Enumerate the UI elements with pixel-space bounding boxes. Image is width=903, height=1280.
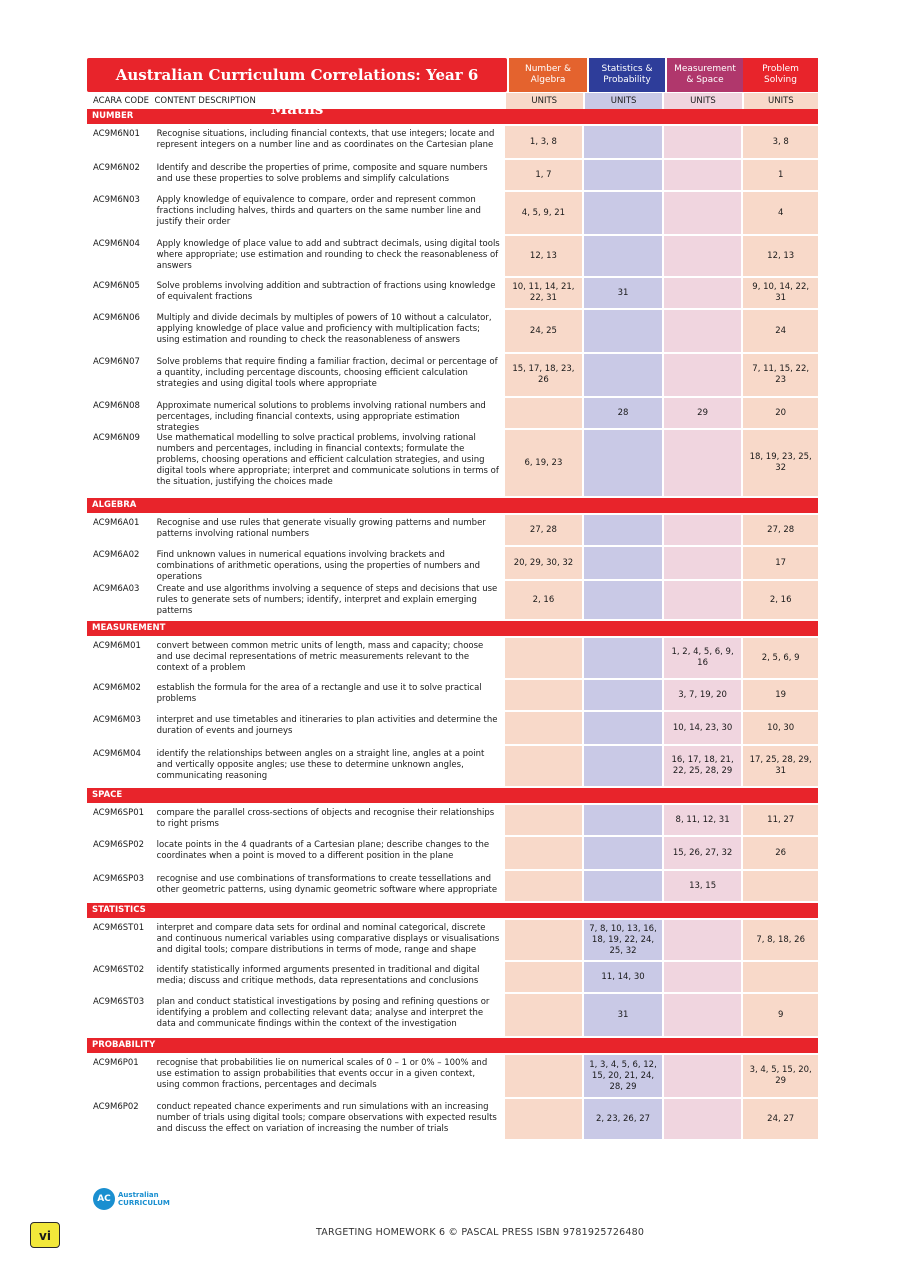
acara-code: AC9M6N03 — [93, 195, 140, 205]
units-number-algebra — [505, 746, 583, 786]
units-statistics-probability: 31 — [584, 994, 662, 1036]
units-statistics-probability — [584, 746, 662, 786]
units-measurement-space — [664, 994, 742, 1036]
acara-code: AC9M6N01 — [93, 129, 140, 139]
units-measurement-space — [664, 126, 742, 158]
units-statistics-probability — [584, 680, 662, 710]
units-number-algebra: 12, 13 — [505, 236, 583, 276]
section-header: NUMBER — [87, 109, 818, 124]
units-statistics-probability — [584, 430, 662, 496]
table-row — [87, 871, 818, 903]
units-number-algebra: 2, 16 — [505, 581, 583, 619]
units-label: UNITS — [664, 93, 741, 109]
units-problem-solving: 11, 27 — [743, 805, 818, 835]
units-measurement-space: 29 — [664, 398, 742, 428]
units-statistics-probability: 28 — [584, 398, 662, 428]
table-row — [87, 192, 818, 236]
units-number-algebra: 1, 7 — [505, 160, 583, 190]
units-measurement-space — [664, 920, 742, 960]
content-description: recognise that probabilities lie on numerical scales of 0 – 1 or 0% – 100% and use estimation to assign probabilities that events occur in a given context, using common fractions, percentages and decimals — [156, 1058, 488, 1090]
content-description: Use mathematical modelling to solve practical problems, involving rational numbers and percentages, including in financial contexts; formulate the problems, choosing operations and efficient calculation strategies, and using digital tools where appropriate; interpret and communicate solutions in terms of the situation, justifying the choices made — [156, 433, 499, 487]
units-problem-solving: 19 — [743, 680, 818, 710]
units-statistics-probability: 11, 14, 30 — [584, 962, 662, 992]
acara-code: AC9M6SP01 — [93, 808, 145, 818]
units-number-algebra: 1, 3, 8 — [505, 126, 583, 158]
acara-code: AC9M6N02 — [93, 163, 140, 173]
units-measurement-space — [664, 430, 742, 496]
table-row — [87, 515, 818, 547]
units-number-algebra: 27, 28 — [505, 515, 583, 545]
units-number-algebra: 15, 17, 18, 23, 26 — [505, 354, 583, 396]
table-row — [87, 837, 818, 871]
units-statistics-probability — [584, 160, 662, 190]
units-number-algebra — [505, 837, 583, 869]
units-measurement-space — [664, 354, 742, 396]
col-header-measurement-space: Measurement & Space — [667, 58, 743, 92]
units-label: UNITS — [585, 93, 662, 109]
units-statistics-probability — [584, 236, 662, 276]
units-problem-solving — [743, 871, 818, 901]
page-number: vi — [30, 1222, 60, 1248]
content-description: identify statistically informed arguments presented in traditional and digital media; discuss and critique methods, data representations and conclusions — [156, 965, 480, 986]
units-problem-solving: 3, 4, 5, 15, 20, 29 — [743, 1055, 818, 1097]
units-statistics-probability — [584, 638, 662, 678]
section-header: SPACE — [87, 788, 818, 803]
units-measurement-space: 10, 14, 23, 30 — [664, 712, 742, 744]
units-measurement-space — [664, 515, 742, 545]
units-problem-solving: 12, 13 — [743, 236, 818, 276]
table-row — [87, 547, 818, 581]
units-measurement-space — [664, 1055, 742, 1097]
units-number-algebra — [505, 638, 583, 678]
units-number-algebra — [505, 680, 583, 710]
units-number-algebra: 24, 25 — [505, 310, 583, 352]
content-description: Solve problems involving addition and subtraction of fractions using knowledge of equivalent fractions — [156, 281, 496, 302]
content-description: interpret and compare data sets for ordinal and nominal categorical, discrete and continuous numerical variables using comparative displays or visualisations and digital tools; compare distributions in terms of mode, range and shape — [156, 923, 500, 955]
units-statistics-probability — [584, 310, 662, 352]
content-description: plan and conduct statistical investigations by posing and refining questions or identifying a problem and collecting relevant data; analyse and interpret the data and communicate findings within the context of the investigation — [156, 997, 490, 1029]
content-description: Identify and describe the properties of prime, composite and square numbers and use these properties to solve problems and simplify calculations — [156, 163, 488, 184]
units-problem-solving: 24 — [743, 310, 818, 352]
table-row — [87, 581, 818, 621]
acara-code: AC9M6ST03 — [93, 997, 145, 1007]
content-description: locate points in the 4 quadrants of a Cartesian plane; describe changes to the coordinates when a point is moved to a different position in the plane — [156, 840, 490, 861]
acara-code: AC9M6ST01 — [93, 923, 145, 933]
acara-code: AC9M6M03 — [93, 715, 141, 725]
units-label: UNITS — [744, 93, 818, 109]
units-problem-solving — [743, 962, 818, 992]
units-statistics-probability — [584, 515, 662, 545]
australian-curriculum-logo — [93, 1188, 170, 1210]
section-header: ALGEBRA — [87, 498, 818, 513]
units-measurement-space — [664, 962, 742, 992]
acara-code: AC9M6P02 — [93, 1102, 139, 1112]
content-description: interpret and use timetables and itineraries to plan activities and determine the duration of events and journeys — [156, 715, 498, 736]
units-problem-solving: 9 — [743, 994, 818, 1036]
section-header: PROBABILITY — [87, 1038, 818, 1053]
units-measurement-space: 3, 7, 19, 20 — [664, 680, 742, 710]
units-problem-solving: 4 — [743, 192, 818, 234]
units-measurement-space — [664, 278, 742, 308]
footer-text: TARGETING HOMEWORK 6 © PASCAL PRESS ISBN 9781925726480 — [316, 1227, 645, 1238]
acara-code: AC9M6A03 — [93, 584, 140, 594]
units-number-algebra: 4, 5, 9, 21 — [505, 192, 583, 234]
units-number-algebra — [505, 920, 583, 960]
acara-code: AC9M6N09 — [93, 433, 140, 443]
content-description-label: CONTENT DESCRIPTION — [154, 96, 256, 106]
acara-code: AC9M6N07 — [93, 357, 140, 367]
units-statistics-probability — [584, 712, 662, 744]
units-problem-solving: 3, 8 — [743, 126, 818, 158]
units-measurement-space — [664, 310, 742, 352]
units-statistics-probability — [584, 581, 662, 619]
acara-code: AC9M6SP03 — [93, 874, 145, 884]
table-row — [87, 278, 818, 310]
content-description: Recognise situations, including financial contexts, that use integers; locate and represent integers on a number line and as coordinates on the Cartesian plane — [156, 129, 495, 150]
table-row — [87, 310, 818, 354]
units-number-algebra: 6, 19, 23 — [505, 430, 583, 496]
content-description: Apply knowledge of place value to add and subtract decimals, using digital tools where appropriate; use estimation and rounding to check the reasonableness of answers — [156, 239, 500, 271]
units-measurement-space — [664, 236, 742, 276]
table-row — [87, 638, 818, 680]
units-measurement-space — [664, 581, 742, 619]
units-statistics-probability: 7, 8, 10, 13, 16, 18, 19, 22, 24, 25, 32 — [584, 920, 662, 960]
units-measurement-space: 1, 2, 4, 5, 6, 9, 16 — [664, 638, 742, 678]
units-problem-solving: 17, 25, 28, 29, 31 — [743, 746, 818, 786]
table-row — [87, 1055, 818, 1099]
units-measurement-space — [664, 192, 742, 234]
acara-code: AC9M6N04 — [93, 239, 140, 249]
units-statistics-probability: 1, 3, 4, 5, 6, 12, 15, 20, 21, 24, 28, 29 — [584, 1055, 662, 1097]
units-problem-solving: 9, 10, 14, 22, 31 — [743, 278, 818, 308]
units-label: UNITS — [506, 93, 583, 109]
acara-code: AC9M6A01 — [93, 518, 140, 528]
units-statistics-probability — [584, 871, 662, 901]
table-row — [87, 236, 818, 278]
units-number-algebra — [505, 1099, 583, 1139]
table-row — [87, 680, 818, 712]
units-statistics-probability — [584, 837, 662, 869]
units-problem-solving: 1 — [743, 160, 818, 190]
units-statistics-probability — [584, 354, 662, 396]
logo-line-2: CURRICULUM — [118, 1199, 170, 1207]
units-measurement-space: 16, 17, 18, 21, 22, 25, 28, 29 — [664, 746, 742, 786]
units-problem-solving: 20 — [743, 398, 818, 428]
table-row — [87, 994, 818, 1038]
units-problem-solving: 2, 5, 6, 9 — [743, 638, 818, 678]
content-description: Multiply and divide decimals by multiples of powers of 10 without a calculator, applying knowledge of place value and proficiency with multiplication facts; using estimation and rounding to check the reasonableness of answers — [156, 313, 492, 345]
units-number-algebra — [505, 1055, 583, 1097]
units-problem-solving: 2, 16 — [743, 581, 818, 619]
units-number-algebra — [505, 871, 583, 901]
content-description: conduct repeated chance experiments and run simulations with an increasing number of trials using digital tools; compare observations with expected results and discuss the effect on variation of increasing the number of trials — [156, 1102, 497, 1134]
units-number-algebra: 20, 29, 30, 32 — [505, 547, 583, 579]
units-problem-solving: 26 — [743, 837, 818, 869]
table-row — [87, 805, 818, 837]
acara-code: AC9M6M01 — [93, 641, 141, 651]
units-statistics-probability — [584, 805, 662, 835]
correlation-table — [87, 58, 818, 1141]
units-statistics-probability: 31 — [584, 278, 662, 308]
content-description: Approximate numerical solutions to problems involving rational numbers and percentages, including financial contexts, using appropriate estimation strategies — [156, 401, 486, 433]
table-row — [87, 920, 818, 962]
units-measurement-space — [664, 1099, 742, 1139]
content-description: compare the parallel cross-sections of objects and recognise their relationships to right prisms — [156, 808, 495, 829]
table-row — [87, 430, 818, 498]
col-header-number-algebra: Number & Algebra — [509, 58, 587, 92]
units-statistics-probability — [584, 126, 662, 158]
table-body — [87, 109, 818, 1141]
content-description: Solve problems that require finding a familiar fraction, decimal or percentage of a quantity, including percentage discounts, choosing efficient calculation strategies and using digital tools where appropriate — [156, 357, 498, 389]
units-number-algebra: 10, 11, 14, 21, 22, 31 — [505, 278, 583, 308]
column-labels — [87, 93, 818, 109]
units-number-algebra — [505, 398, 583, 428]
table-row — [87, 962, 818, 994]
acara-code: AC9M6SP02 — [93, 840, 145, 850]
col-header-statistics-probability: Statistics & Probability — [589, 58, 665, 92]
table-row — [87, 354, 818, 398]
content-description: identify the relationships between angles on a straight line, angles at a point and vertically opposite angles; use these to determine unknown angles, communicating reasoning — [156, 749, 485, 781]
table-row — [87, 746, 818, 788]
acara-code: AC9M6P01 — [93, 1058, 139, 1068]
units-problem-solving: 24, 27 — [743, 1099, 818, 1139]
units-number-algebra — [505, 994, 583, 1036]
ac-logo-icon: AC — [93, 1188, 115, 1210]
content-description: Find unknown values in numerical equations involving brackets and combinations of arithmetic operations, using the properties of numbers and operations — [156, 550, 481, 582]
units-number-algebra — [505, 805, 583, 835]
units-measurement-space: 8, 11, 12, 31 — [664, 805, 742, 835]
page-title: Australian Curriculum Correlations: Year 6 Maths — [87, 58, 507, 92]
units-problem-solving: 18, 19, 23, 25, 32 — [743, 430, 818, 496]
content-description: Create and use algorithms involving a sequence of steps and decisions that use rules to generate sets of numbers; identify, interpret and explain emerging patterns — [156, 584, 498, 616]
acara-code: AC9M6ST02 — [93, 965, 145, 975]
table-row — [87, 1099, 818, 1141]
content-description: convert between common metric units of length, mass and capacity; choose and use decimal representations of metric measurements relevant to the context of a problem — [156, 641, 484, 673]
units-measurement-space — [664, 547, 742, 579]
units-problem-solving: 27, 28 — [743, 515, 818, 545]
acara-code: AC9M6N06 — [93, 313, 140, 323]
units-number-algebra — [505, 712, 583, 744]
units-problem-solving: 7, 11, 15, 22, 23 — [743, 354, 818, 396]
units-measurement-space — [664, 160, 742, 190]
acara-code: AC9M6N05 — [93, 281, 140, 291]
section-header: MEASUREMENT — [87, 621, 818, 636]
units-problem-solving: 7, 8, 18, 26 — [743, 920, 818, 960]
units-measurement-space: 15, 26, 27, 32 — [664, 837, 742, 869]
units-problem-solving: 10, 30 — [743, 712, 818, 744]
section-header: STATISTICS — [87, 903, 818, 918]
table-row — [87, 160, 818, 192]
table-row — [87, 126, 818, 160]
units-statistics-probability — [584, 192, 662, 234]
acara-code: AC9M6M04 — [93, 749, 141, 759]
content-description: establish the formula for the area of a rectangle and use it to solve practical problems — [156, 683, 482, 704]
units-statistics-probability — [584, 547, 662, 579]
col-header-problem-solving: Problem Solving — [743, 58, 818, 92]
acara-code-label: ACARA CODE — [93, 96, 150, 106]
units-measurement-space: 13, 15 — [664, 871, 742, 901]
content-description: Apply knowledge of equivalence to compare, order and represent common fractions including halves, thirds and quarters on the same number line and justify their order — [156, 195, 481, 227]
content-description: recognise and use combinations of transformations to create tessellations and other geometric patterns, using dynamic geometric software where appropriate — [156, 874, 498, 895]
table-row — [87, 398, 818, 433]
acara-code: AC9M6N08 — [93, 401, 140, 411]
units-statistics-probability: 2, 23, 26, 27 — [584, 1099, 662, 1139]
content-description: Recognise and use rules that generate visually growing patterns and number patterns involving rational numbers — [156, 518, 486, 539]
acara-code: AC9M6M02 — [93, 683, 141, 693]
units-number-algebra — [505, 962, 583, 992]
acara-code: AC9M6A02 — [93, 550, 140, 560]
units-problem-solving: 17 — [743, 547, 818, 579]
logo-line-1: Australian — [118, 1191, 159, 1199]
table-row — [87, 712, 818, 746]
